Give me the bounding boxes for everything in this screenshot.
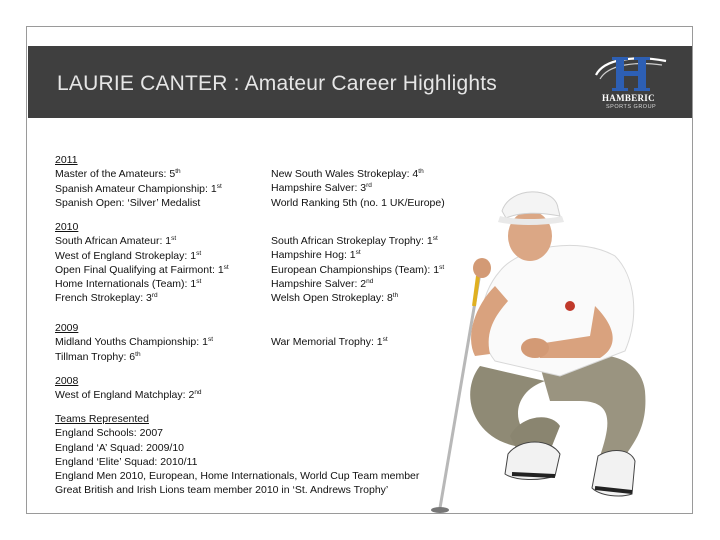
achievement-item: War Memorial Trophy: 1st	[271, 336, 388, 348]
team-item: England ‘Elite’ Squad: 2010/11	[55, 455, 198, 468]
achievement-item: Midland Youths Championship: 1st	[55, 336, 213, 349]
team-item: Great British and Irish Lions team member 2010 in ‘St. Andrews Trophy’	[55, 484, 389, 497]
achievement-item: World Ranking 5th (no. 1 UK/Europe)	[271, 196, 445, 209]
team-item: England ‘A’ Squad: 2009/10	[55, 441, 185, 454]
achievement-item: Open Final Qualifying at Fairmont: 1st	[55, 263, 229, 276]
achievement-item: French Strokeplay: 3rd	[55, 292, 158, 305]
golfer-photo	[420, 176, 665, 516]
page-title: LAURIE CANTER : Amateur Career Highlights	[57, 72, 498, 95]
achievement-item: Home Internationals (Team): 1st	[55, 278, 202, 291]
teams-heading: Teams Represented	[55, 413, 149, 425]
achievement-item: West of England Matchplay: 2nd	[55, 389, 202, 402]
year-heading: 2011	[55, 154, 78, 166]
achievement-item: Hampshire Hog: 1st	[271, 249, 361, 262]
achievement-item: Spanish Open: ‘Silver’ Medalist	[55, 196, 201, 209]
team-item: England Schools: 2007	[55, 427, 163, 440]
team-item: England Men 2010, European, Home Internationals, World Cup Team member	[55, 470, 420, 483]
achievement-item: Spanish Amateur Championship: 1st	[55, 182, 222, 195]
year-2011-right-block	[271, 167, 445, 210]
teams-block	[55, 412, 419, 498]
year-2010-left-block	[55, 220, 229, 306]
achievement-item: European Championships (Team): 1st	[271, 263, 445, 276]
achievement-item: South African Strokeplay Trophy: 1st	[271, 235, 438, 247]
year-2010-right-block	[271, 234, 444, 305]
achievement-item: Welsh Open Strokeplay: 8th	[271, 292, 399, 305]
achievement-item: Master of the Amateurs: 5th	[55, 168, 181, 181]
logo-mark-icon	[594, 53, 674, 95]
logo-subtitle: SPORTS GROUP	[606, 104, 657, 110]
year-heading: 2010	[55, 221, 79, 233]
year-2009-left-block	[55, 321, 213, 364]
achievement-item: Tillman Trophy: 6th	[55, 350, 141, 363]
year-2011-left-block	[55, 153, 222, 210]
achievement-item: Hampshire Salver: 2nd	[271, 277, 374, 290]
year-2009-right-block	[271, 335, 388, 349]
achievement-item: West of England Strokeplay: 1st	[55, 249, 202, 262]
year-2008-left-block	[55, 374, 202, 403]
logo-name: HAMBERIC	[602, 93, 655, 103]
achievement-item: South African Amateur: 1st	[55, 235, 177, 248]
hamberic-logo	[594, 53, 674, 117]
year-heading: 2009	[55, 322, 79, 334]
year-heading: 2008	[55, 375, 79, 387]
achievement-item: New South Wales Strokeplay: 4th	[271, 168, 424, 180]
achievement-item: Hampshire Salver: 3rd	[271, 182, 372, 195]
